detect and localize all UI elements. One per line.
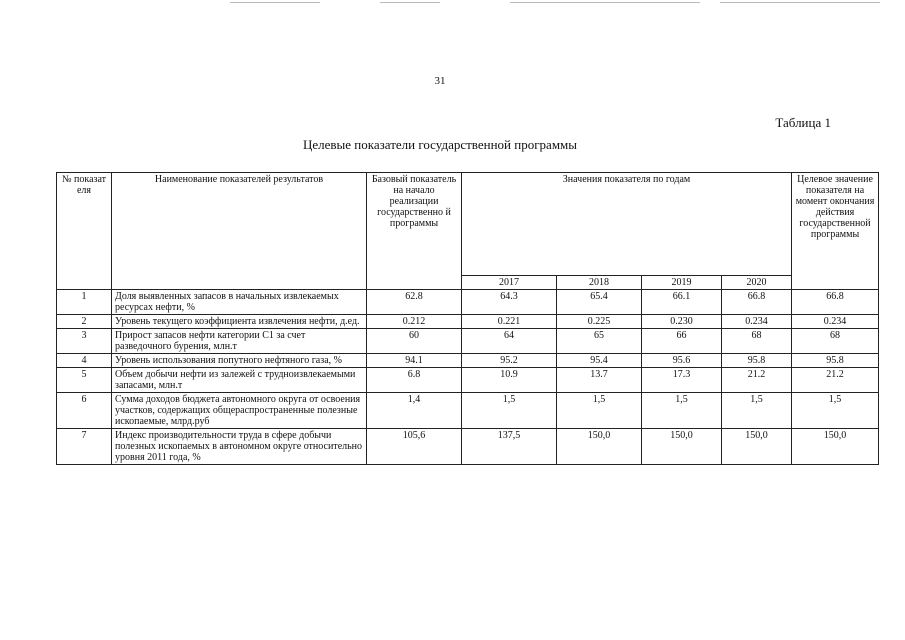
row-base: 1,4 <box>367 393 462 429</box>
row-2020: 66.8 <box>722 290 792 315</box>
row-2020: 21.2 <box>722 368 792 393</box>
row-2018: 150,0 <box>557 429 642 465</box>
row-base: 6.8 <box>367 368 462 393</box>
row-2017: 137,5 <box>462 429 557 465</box>
table-row <box>57 429 879 465</box>
row-num: 7 <box>57 429 112 465</box>
indicators-table <box>56 172 879 465</box>
row-base: 62.8 <box>367 290 462 315</box>
row-2017: 0.221 <box>462 315 557 329</box>
table-row <box>57 354 879 368</box>
table-row <box>57 290 879 315</box>
row-2018: 0.225 <box>557 315 642 329</box>
row-name: Сумма доходов бюджета автономного округа от освоения участков, содержащих общераспространенные полезные ископаемые, млрд.руб <box>112 393 367 429</box>
row-name: Объем добычи нефти из залежей с трудноизвлекаемыми запасами, млн.т <box>112 368 367 393</box>
row-2017: 95.2 <box>462 354 557 368</box>
table-row <box>57 329 879 354</box>
row-2019: 17.3 <box>642 368 722 393</box>
row-name: Уровень текущего коэффициента извлечения нефти, д.ед. <box>112 315 367 329</box>
header-base: Базовый показатель на начало реализации государственно й программы <box>367 173 462 290</box>
row-name: Прирост запасов нефти категории С1 за счет разведочного бурения, млн.т <box>112 329 367 354</box>
scan-artifact-top <box>0 2 905 14</box>
header-year: 2020 <box>722 276 792 290</box>
row-base: 0.212 <box>367 315 462 329</box>
row-2020: 0.234 <box>722 315 792 329</box>
row-num: 4 <box>57 354 112 368</box>
row-2020: 68 <box>722 329 792 354</box>
header-years-group: Значения показателя по годам <box>462 173 792 276</box>
row-base: 105,6 <box>367 429 462 465</box>
row-2019: 95.6 <box>642 354 722 368</box>
row-name: Уровень использования попутного нефтяного газа, % <box>112 354 367 368</box>
header-name: Наименование показателей результатов <box>112 173 367 290</box>
page-number: 31 <box>434 75 446 87</box>
row-target: 21.2 <box>792 368 879 393</box>
header-target: Целевое значение показателя на момент окончания действия государственной программы <box>792 173 879 290</box>
row-2018: 65 <box>557 329 642 354</box>
row-name: Доля выявленных запасов в начальных извлекаемых ресурсах нефти, % <box>112 290 367 315</box>
row-2017: 64 <box>462 329 557 354</box>
row-target: 68 <box>792 329 879 354</box>
header-num: № показат еля <box>57 173 112 290</box>
table-row <box>57 368 879 393</box>
row-2019: 66 <box>642 329 722 354</box>
header-year: 2017 <box>462 276 557 290</box>
row-num: 3 <box>57 329 112 354</box>
header-year: 2019 <box>642 276 722 290</box>
row-num: 1 <box>57 290 112 315</box>
row-target: 1,5 <box>792 393 879 429</box>
row-2019: 150,0 <box>642 429 722 465</box>
row-target: 95.8 <box>792 354 879 368</box>
row-2018: 1,5 <box>557 393 642 429</box>
row-num: 5 <box>57 368 112 393</box>
table-title: Целевые показатели государственной программы <box>302 137 577 152</box>
row-num: 2 <box>57 315 112 329</box>
row-base: 60 <box>367 329 462 354</box>
row-target: 66.8 <box>792 290 879 315</box>
row-2018: 13.7 <box>557 368 642 393</box>
table-row <box>57 393 879 429</box>
row-base: 94.1 <box>367 354 462 368</box>
row-2019: 0.230 <box>642 315 722 329</box>
table-row <box>57 315 879 329</box>
row-name: Индекс производительности труда в сфере добычи полезных ископаемых в автономном округе относительно уровня 2011 года, % <box>112 429 367 465</box>
row-2019: 1,5 <box>642 393 722 429</box>
row-num: 6 <box>57 393 112 429</box>
row-2019: 66.1 <box>642 290 722 315</box>
header-year: 2018 <box>557 276 642 290</box>
row-2017: 1,5 <box>462 393 557 429</box>
row-target: 150,0 <box>792 429 879 465</box>
table-label: Таблица 1 <box>775 115 831 130</box>
row-2020: 1,5 <box>722 393 792 429</box>
row-2017: 64.3 <box>462 290 557 315</box>
row-2017: 10.9 <box>462 368 557 393</box>
row-2018: 65.4 <box>557 290 642 315</box>
row-target: 0.234 <box>792 315 879 329</box>
row-2018: 95.4 <box>557 354 642 368</box>
row-2020: 95.8 <box>722 354 792 368</box>
row-2020: 150,0 <box>722 429 792 465</box>
